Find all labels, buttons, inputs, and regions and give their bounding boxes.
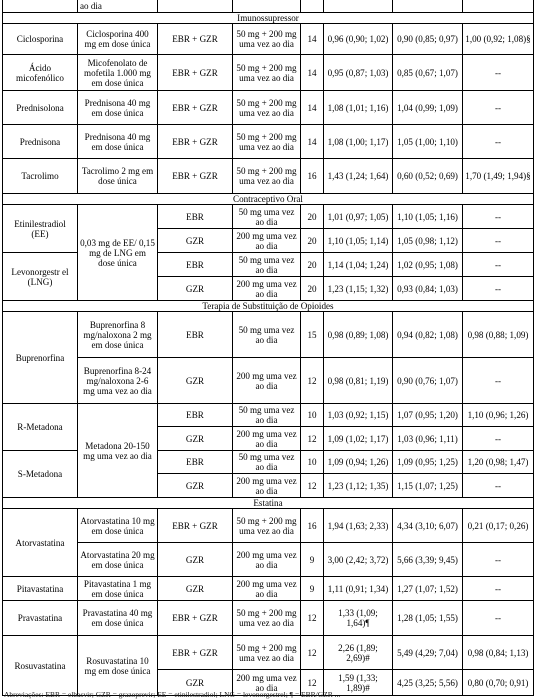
cell-n: 14 [301, 125, 324, 159]
cell-cmax: 1,09 (0,95; 1,25) [393, 451, 463, 474]
cell-regimen: EBR + GZR [158, 91, 233, 125]
cell-ebr-gzr-dose: 200 mg uma vez ao dia [233, 277, 301, 301]
table-row [3, 24, 534, 55]
cell-regimen: GZR [158, 577, 233, 601]
cell-dose: Atorvastatina 10 mg em dose única [78, 509, 158, 543]
table-row [3, 509, 534, 543]
cell-cmin: -- [463, 229, 534, 253]
cell-auc: 1,14 (1,04; 1,24) [324, 253, 393, 277]
cell-cmin: -- [463, 91, 534, 125]
cell-cmin: 0,80 (0,70; 0,91) [463, 670, 534, 696]
cell-n: 20 [301, 253, 324, 277]
table-row [3, 404, 534, 427]
cell-auc: 1,10 (1,05; 1,14) [324, 229, 393, 253]
cell-ebr-gzr-dose: 50 mg uma vez ao dia [233, 451, 301, 474]
cell-cmin: 1,70 (1,49; 1,94)§ [463, 159, 534, 194]
cell-auc: 0,96 (0,90; 1,02) [324, 24, 393, 55]
cell-cmin: 1,20 (0,98; 1,47) [463, 451, 534, 474]
cell-dose: Micofenolato de mofetila 1.000 mg em dose única [78, 55, 158, 91]
cell-auc: 1,08 (1,00; 1,17) [324, 125, 393, 159]
cell-ebr-gzr-dose: 200 mg uma vez ao dia [233, 229, 301, 253]
cell-ebr-gzr-dose: 200 mg uma vez ao dia [233, 670, 301, 696]
cell-auc: 1,59 (1,33; 1,89)# [324, 670, 393, 696]
cell-n: 12 [301, 636, 324, 670]
cell-n: 20 [301, 205, 324, 229]
cell-cmin: -- [463, 55, 534, 91]
cell-dose: Pravastatina 40 mg em dose única [78, 601, 158, 636]
cell-regimen: EBR + GZR [158, 125, 233, 159]
cell-auc: 0,95 (0,87; 1,03) [324, 55, 393, 91]
cell-dose: Buprenorfina 8 mg/naloxona 2 mg em dose única [78, 312, 158, 358]
cell-regimen: EBR + GZR [158, 509, 233, 543]
table-row [3, 543, 534, 577]
cell-drug: R-Metadona [3, 404, 78, 451]
table-row [3, 577, 534, 601]
cell-cmax: 0,90 (0,76; 1,07) [393, 358, 463, 404]
cell-auc: 1,94 (1,63; 2,33) [324, 509, 393, 543]
cell-regimen: EBR [158, 451, 233, 474]
cell-regimen: EBR + GZR [158, 55, 233, 91]
cell-n: 14 [301, 24, 324, 55]
cell-cmin: 1,00 (0,92; 1,08)§ [463, 24, 534, 55]
cell-drug: Pravastatina [3, 601, 78, 636]
cell-dose: 0,03 mg de EE/ 0,15 mg de LNG em dose única [78, 205, 158, 301]
table-row [3, 636, 534, 670]
cell-drug: Etinilestradiol (EE) [3, 205, 78, 253]
cell-regimen: EBR + GZR [158, 636, 233, 670]
cell-regimen: GZR [158, 427, 233, 451]
cell-auc: 0,98 (0,89; 1,08) [324, 312, 393, 358]
cell-cmax: 1,27 (1,07; 1,52) [393, 577, 463, 601]
cell-ebr-gzr-dose: 200 mg uma vez ao dia [233, 543, 301, 577]
cell-cmax: 4,34 (3,10; 6,07) [393, 509, 463, 543]
cell-ebr-gzr-dose: 50 mg + 200 mg uma vez ao dia [233, 91, 301, 125]
cell-n: 9 [301, 543, 324, 577]
cell-dose: Rosuvastatina 10 mg em dose única [78, 636, 158, 696]
cell-dose: Buprenorfina 8-24 mg/naloxona 2-6 mg uma vez ao dia [78, 358, 158, 404]
cell-drug: Buprenorfina [3, 312, 78, 404]
cell-cmin: -- [463, 601, 534, 636]
table-row [3, 159, 534, 194]
cell-cmin: -- [463, 358, 534, 404]
cell-regimen: GZR [158, 229, 233, 253]
cell-ebr-gzr-dose: 50 mg uma vez ao dia [233, 205, 301, 229]
footnote: Abreviações: EBR = elbasvir; GZR = grazoprevir; EE = etinilestradiol; LNG = levonorgestrel; ¶ = EBR/GZR ... [4, 690, 341, 699]
cell-cmin: -- [463, 125, 534, 159]
cell-drug: Prednisolona [3, 91, 78, 125]
cell-regimen: GZR [158, 474, 233, 498]
table-row [3, 205, 534, 229]
cell-cmin: -- [463, 474, 534, 498]
cell-n: 12 [301, 427, 324, 451]
section-title: Contraceptivo Oral [3, 194, 534, 205]
cell-n: 12 [301, 670, 324, 696]
cell-cmax: 1,04 (0,99; 1,09) [393, 91, 463, 125]
cell-cmin: 0,98 (0,88; 1,09) [463, 312, 534, 358]
cell-auc: 3,00 (2,42; 3,72) [324, 543, 393, 577]
table-row [3, 0, 534, 13]
table-row [3, 312, 534, 358]
section-title: Estatina [3, 498, 534, 509]
drug-interaction-table [2, 0, 534, 696]
cell-dose: Atorvastatina 20 mg em dose única [78, 543, 158, 577]
cell-cmin: -- [463, 543, 534, 577]
section-header [3, 194, 534, 205]
cell-ebr-gzr-dose: 50 mg uma vez ao dia [233, 312, 301, 358]
cell-dose: ao dia [78, 0, 158, 13]
cell-drug: Levonorgestr el (LNG) [3, 253, 78, 301]
cell-drug: Atorvastatina [3, 509, 78, 577]
cell-regimen: EBR [158, 205, 233, 229]
cell-n: 16 [301, 159, 324, 194]
cell-cmax: 0,93 (0,84; 1,03) [393, 277, 463, 301]
cell-ebr-gzr-dose: 50 mg + 200 mg uma vez ao dia [233, 159, 301, 194]
cell-cmax: 1,10 (1,05; 1,16) [393, 205, 463, 229]
cell-auc: 1,11 (0,91; 1,34) [324, 577, 393, 601]
section-header [3, 498, 534, 509]
cell-regimen: EBR + GZR [158, 24, 233, 55]
cell-dose: Ciclosporina 400 mg em dose única [78, 24, 158, 55]
cell-dose: Pitavastatina 1 mg em dose única [78, 577, 158, 601]
cell-ebr-gzr-dose: 200 mg uma vez ao dia [233, 358, 301, 404]
cell-cmin: 0,21 (0,17; 0,26) [463, 509, 534, 543]
cell-n: 12 [301, 601, 324, 636]
cell-cmax: 0,85 (0,67; 1,07) [393, 55, 463, 91]
table-row [3, 55, 534, 91]
cell-regimen: EBR + GZR [158, 601, 233, 636]
cell-n: 14 [301, 55, 324, 91]
cell-auc: 1,09 (0,94; 1,26) [324, 451, 393, 474]
cell-cmin: -- [463, 427, 534, 451]
cell-regimen: GZR [158, 670, 233, 696]
cell-drug: S-Metadona [3, 451, 78, 498]
cell-cmin: -- [463, 205, 534, 229]
cell-cmax: 4,25 (3,25; 5,56) [393, 670, 463, 696]
cell-n: 10 [301, 451, 324, 474]
cell-drug: Rosuvastatina [3, 636, 78, 696]
cell-ebr-gzr-dose: 50 mg + 200 mg uma vez ao dia [233, 24, 301, 55]
cell-auc: 1,43 (1,24; 1,64) [324, 159, 393, 194]
cell-dose: Metadona 20-150 mg uma vez ao dia [78, 404, 158, 498]
cell-ebr-gzr-dose: 50 mg + 200 mg uma vez ao dia [233, 509, 301, 543]
cell-cmax: 0,60 (0,52; 0,69) [393, 159, 463, 194]
cell-ebr-gzr-dose: 200 mg uma vez ao dia [233, 474, 301, 498]
cell-n: 15 [301, 312, 324, 358]
cell-drug: Prednisona [3, 125, 78, 159]
cell-n: 10 [301, 404, 324, 427]
cell-n: 20 [301, 277, 324, 301]
cell-regimen: EBR [158, 253, 233, 277]
cell-cmin: -- [463, 277, 534, 301]
cell-ebr-gzr-dose: 50 mg + 200 mg uma vez ao dia [233, 55, 301, 91]
cell-auc: 1,23 (1,15; 1,32) [324, 277, 393, 301]
cell-dose: Prednisona 40 mg em dose única [78, 125, 158, 159]
cell-n: 14 [301, 91, 324, 125]
cell-drug: Tacrolimo [3, 159, 78, 194]
cell-cmin: -- [463, 253, 534, 277]
cell-drug: Pitavastatina [3, 577, 78, 601]
cell-ebr-gzr-dose: 50 mg + 200 mg uma vez ao dia [233, 636, 301, 670]
cell-ebr-gzr-dose: 50 mg uma vez ao dia [233, 404, 301, 427]
cell-cmin: 0,98 (0,84; 1,13) [463, 636, 534, 670]
cell-cmax: 5,66 (3,39; 9,45) [393, 543, 463, 577]
table-row [3, 601, 534, 636]
cell-auc: 1,03 (0,92; 1,15) [324, 404, 393, 427]
cell-cmax: 1,15 (1,07; 1,25) [393, 474, 463, 498]
cell-cmin: 1,10 (0,96; 1,26) [463, 404, 534, 427]
cell-ebr-gzr-dose: 50 mg + 200 mg uma vez ao dia [233, 601, 301, 636]
section-header [3, 13, 534, 24]
cell-n: 9 [301, 577, 324, 601]
cell-regimen: EBR + GZR [158, 159, 233, 194]
cell-cmax: 1,02 (0,95; 1,08) [393, 253, 463, 277]
cell-auc: 2,26 (1,89; 2,69)# [324, 636, 393, 670]
cell-regimen: EBR [158, 312, 233, 358]
cell-cmax: 0,90 (0,85; 0,97) [393, 24, 463, 55]
cell-cmax: 1,03 (0,96; 1,11) [393, 427, 463, 451]
cell-cmax: 1,05 (0,98; 1,12) [393, 229, 463, 253]
table-row [3, 358, 534, 404]
cell-ebr-gzr-dose: 200 mg uma vez ao dia [233, 427, 301, 451]
cell-regimen: GZR [158, 358, 233, 404]
cell-dose: Tacrolimo 2 mg em dose única [78, 159, 158, 194]
cell-cmax: 1,07 (0,95; 1,20) [393, 404, 463, 427]
cell-n: 16 [301, 509, 324, 543]
section-header [3, 301, 534, 312]
cell-n: 20 [301, 229, 324, 253]
cell-auc: 1,33 (1,09; 1,64)¶ [324, 601, 393, 636]
cell-drug: Ácido micofenólico [3, 55, 78, 91]
cell-auc: 0,98 (0,81; 1,19) [324, 358, 393, 404]
cell-auc: 1,23 (1,12; 1,35) [324, 474, 393, 498]
cell-n: 12 [301, 474, 324, 498]
cell-ebr-gzr-dose: 50 mg + 200 mg uma vez ao dia [233, 125, 301, 159]
cell-cmax: 1,05 (1,00; 1,10) [393, 125, 463, 159]
cell-ebr-gzr-dose: 50 mg uma vez ao dia [233, 253, 301, 277]
cell-auc: 1,09 (1,02; 1,17) [324, 427, 393, 451]
cell-regimen: GZR [158, 543, 233, 577]
cell-cmax: 0,94 (0,82; 1,08) [393, 312, 463, 358]
cell-cmin: -- [463, 577, 534, 601]
cell-dose: Prednisona 40 mg em dose única [78, 91, 158, 125]
cell-n: 12 [301, 358, 324, 404]
cell-auc: 1,01 (0,97; 1,05) [324, 205, 393, 229]
table-row [3, 125, 534, 159]
cell-auc: 1,08 (1,01; 1,16) [324, 91, 393, 125]
cell-cmax: 1,28 (1,05; 1,55) [393, 601, 463, 636]
table-row [3, 91, 534, 125]
section-title: Imunossupressor [3, 13, 534, 24]
cell-regimen: EBR [158, 404, 233, 427]
cell-cmax: 5,49 (4,29; 7,04) [393, 636, 463, 670]
cell-regimen: GZR [158, 277, 233, 301]
cell-ebr-gzr-dose: 200 mg uma vez ao dia [233, 577, 301, 601]
section-title: Terapia de Substituição de Opioides [3, 301, 534, 312]
cell-drug: Ciclosporina [3, 24, 78, 55]
